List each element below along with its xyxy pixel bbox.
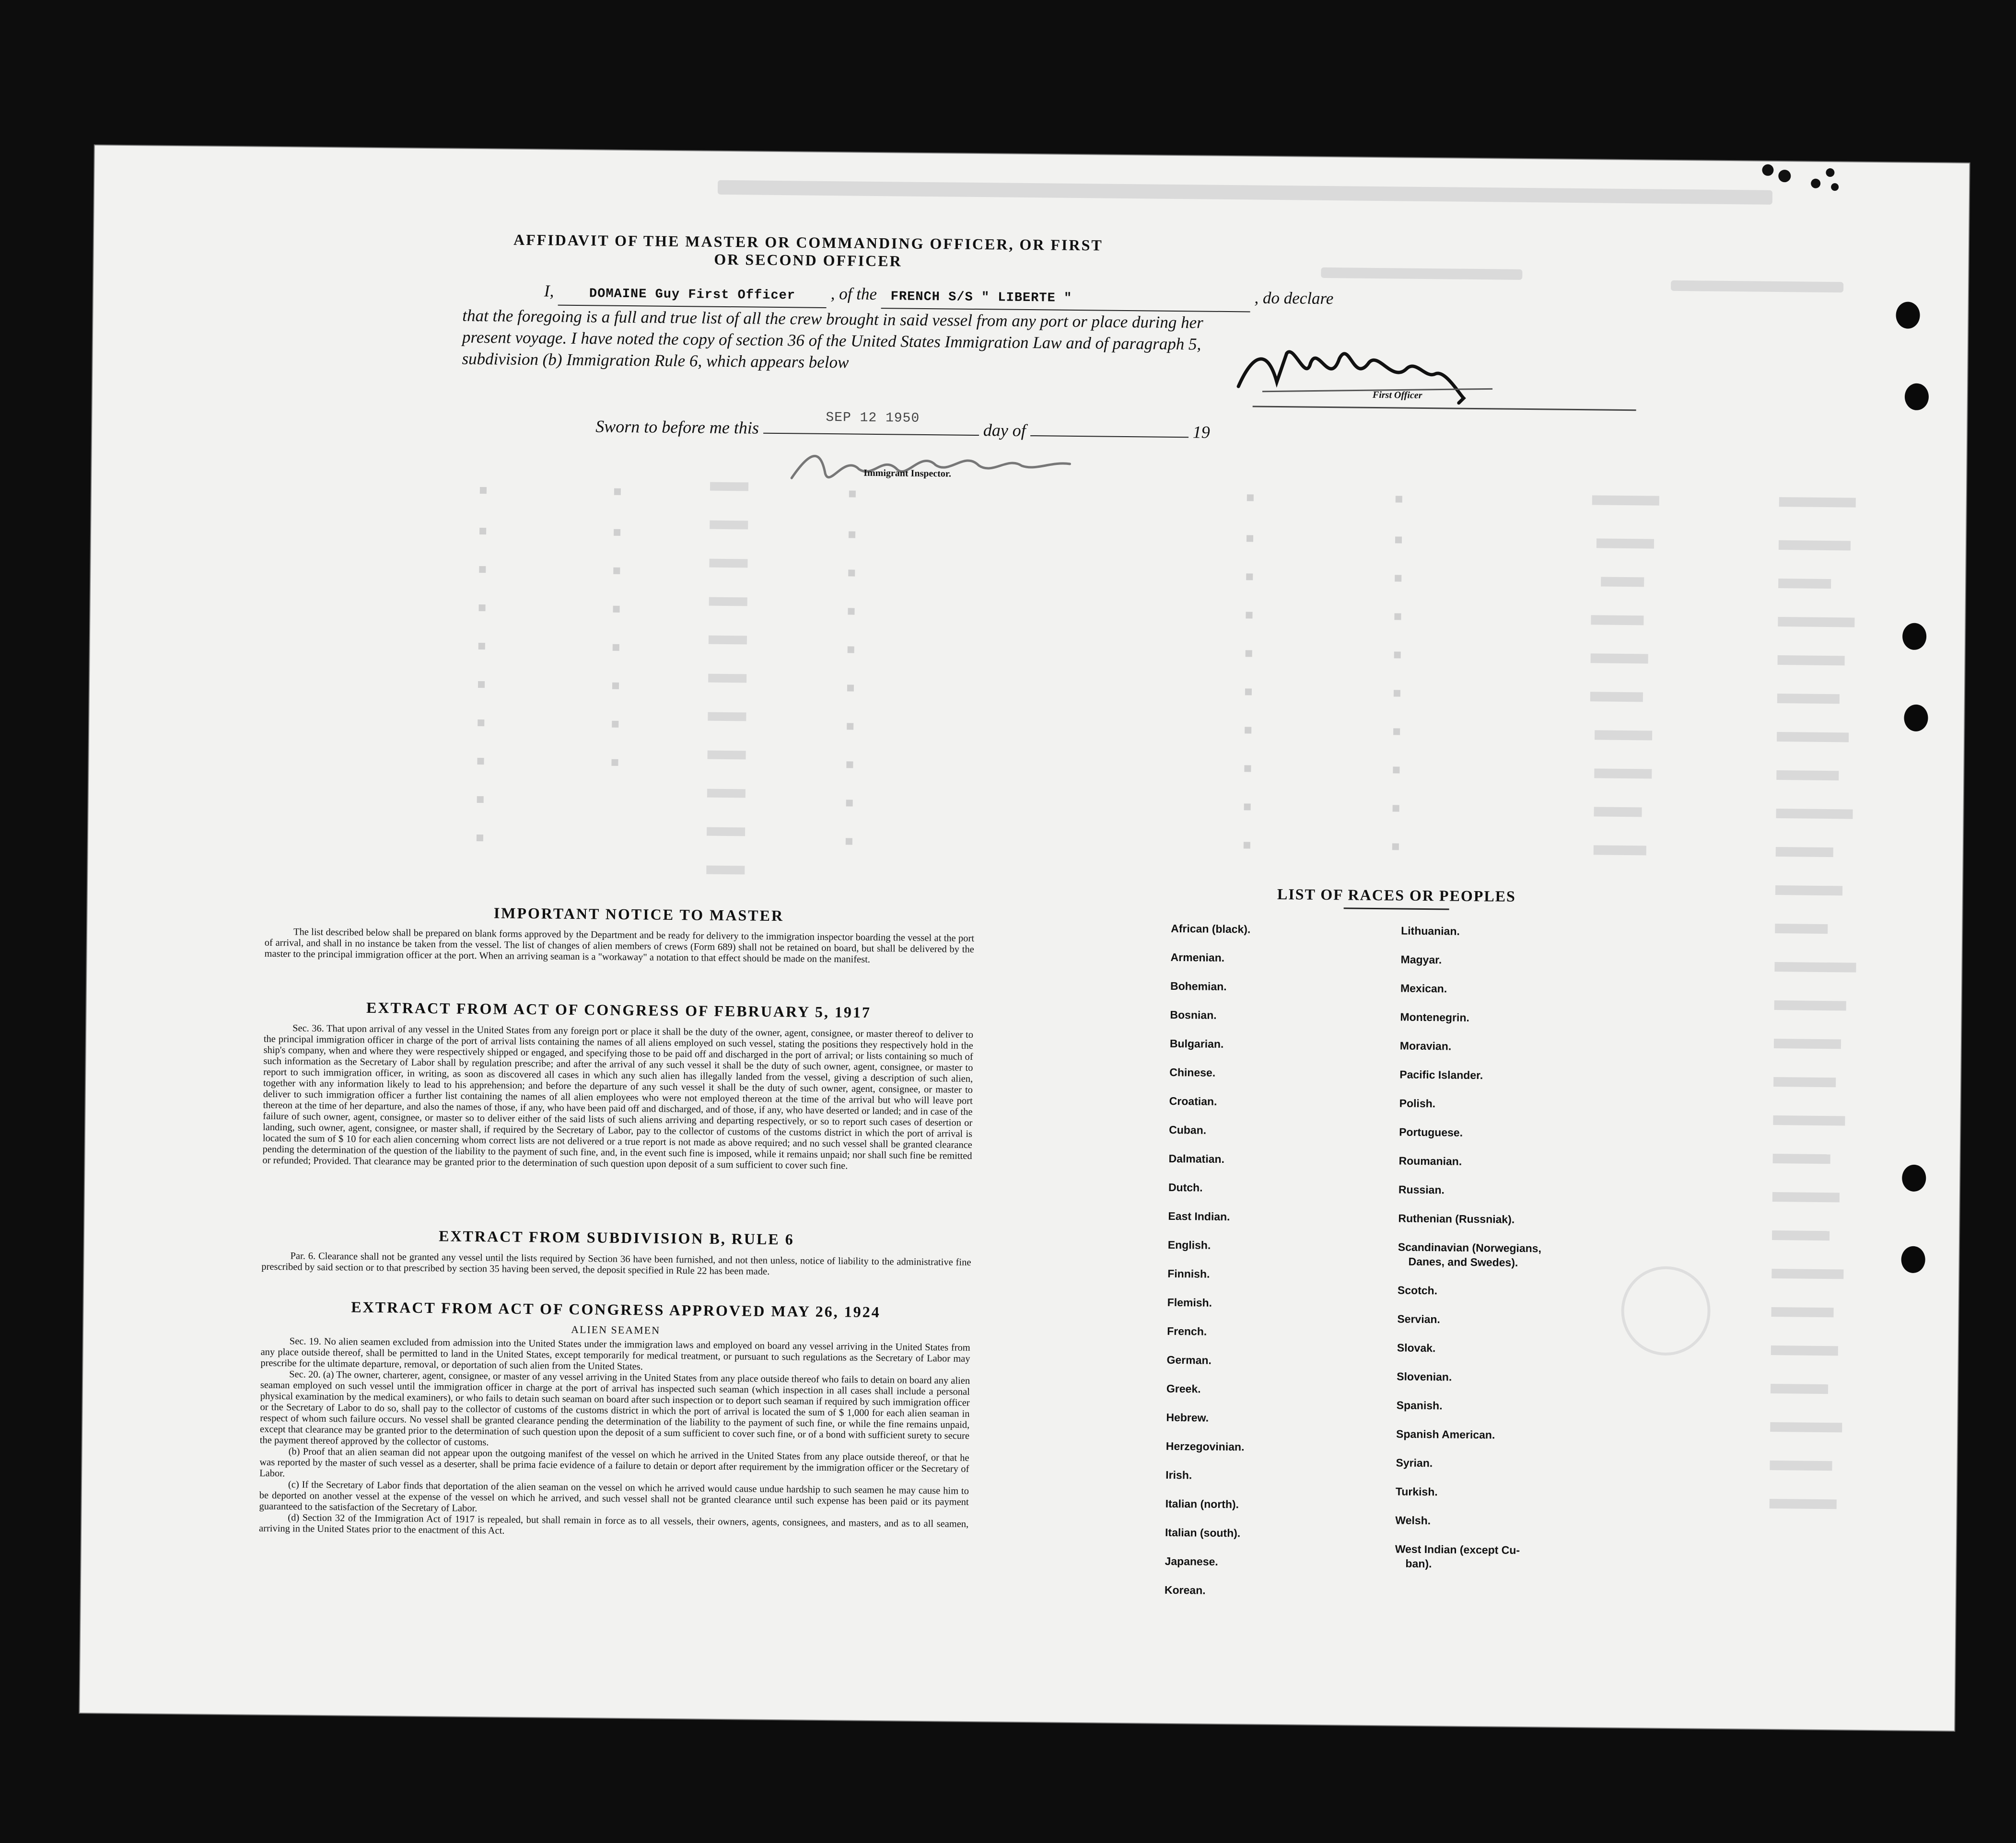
sec-19-text: Sec. 19. No alien seamen excluded from admission into the United States under the immigration laws and employed on board any vessel arriving in the United States from any place outside thereof, shall be permitted to land in the United States, except temporarily for medical treatment, or pursuant to such regulations as the Secretary of Labor may prescribe for the ultimate departure, removal, or deportation of such alien from the United States.	[260, 1336, 970, 1372]
extract-1917-body	[262, 1023, 973, 1173]
punch-hole	[1901, 1246, 1925, 1273]
race-item: Herzegovinian.	[1165, 1439, 1245, 1453]
punch-hole	[1896, 301, 1920, 328]
sworn-date-stamp: SEP 12 1950	[826, 410, 920, 426]
day-of-label: day of	[983, 420, 1026, 440]
officer-signature-graphic	[1234, 334, 1503, 408]
extract-1924-title: EXTRACT FROM ACT OF CONGRESS APPROVED MAY 26, 1924	[351, 1298, 881, 1321]
race-item: German.	[1166, 1353, 1212, 1367]
race-item: Greek.	[1166, 1382, 1201, 1395]
declaration-line-3: present voyage. I have noted the copy of section 36 of the United States Immigration Law and of paragraph 5,	[462, 327, 1201, 354]
of-the-label: , of the	[830, 284, 877, 303]
race-item: Dutch.	[1168, 1181, 1203, 1194]
sec-20b-text: (b) Proof that an alien seaman did not appear upon the outgoing manifest of the vessel on which he arrived in the United States from any place outside thereof, or that he was reported by the master of such vessel as a deserter, shall be prima facie evidence of a failure to detain or deport after requirement by the immigration officer or the Secretary of Labor.	[259, 1446, 969, 1479]
race-item: Mexican.	[1400, 982, 1447, 995]
race-item: Polish.	[1399, 1097, 1436, 1110]
par-6-text: Par. 6. Clearance shall not be granted any vessel until the lists required by Section 36 have been furnished, and not then unless, notice of liability to the administrative fine prescribed by said section or to that prescribed by section 35 having been served, the deposit specified in Rule 22 has been made.	[261, 1251, 971, 1277]
do-declare-label: , do declare	[1254, 288, 1334, 308]
month-blank	[1030, 435, 1189, 438]
race-item: Ruthenian (Russniak).	[1398, 1212, 1515, 1226]
notice-text: The list described below shall be prepared on blank forms approved by the Department and be ready for delivery to the immigration inspector boarding the vessel at the port of arrival, and shall in no instance be taken from the vessel. The list of changes of alien members of crews (Form 689) shall not be retained on board, but shall be delivered by the master to the principal immigration officer at the port. When an arriving seaman is a "workaway" a notation to that effect should be made on the manifest.	[264, 927, 975, 965]
race-item: Italian (south).	[1165, 1526, 1241, 1540]
race-item: Dalmatian.	[1168, 1152, 1225, 1166]
race-item: Spanish.	[1396, 1399, 1443, 1412]
race-item: Chinese.	[1169, 1066, 1216, 1079]
race-item: Magyar.	[1400, 953, 1442, 966]
rule-6-body	[261, 1251, 971, 1279]
notice-title: IMPORTANT NOTICE TO MASTER	[493, 904, 784, 925]
race-item: Montenegrin.	[1400, 1010, 1469, 1024]
race-item: Roumanian.	[1398, 1154, 1462, 1168]
punch-hole	[1902, 623, 1927, 650]
sec-20d-text: (d) Section 32 of the Immigration Act of 1917 is repealed, but shall remain in force as to all vessels, their owners, agents, consignees, and masters, and as to all seamen, arriving in the United States prior to the enactment of this Act.	[258, 1512, 969, 1536]
race-item: Japanese.	[1165, 1554, 1218, 1568]
race-item: Slovak.	[1397, 1341, 1436, 1355]
race-item: Cuban.	[1169, 1123, 1207, 1136]
punch-hole	[1904, 705, 1928, 731]
race-item: Hebrew.	[1166, 1411, 1209, 1424]
race-item: Servian.	[1397, 1312, 1441, 1326]
race-item: Moravian.	[1399, 1039, 1452, 1053]
affidavit-title: AFFIDAVIT OF THE MASTER OR COMMANDING OFFICER, OR FIRST OR SECOND OFFICER	[513, 231, 1103, 270]
race-item: Danes, and Swedes).	[1408, 1255, 1518, 1269]
race-item: Scandinavian (Norwegians,	[1398, 1240, 1542, 1255]
race-item: Scotch.	[1397, 1284, 1438, 1297]
race-item: East Indian.	[1168, 1209, 1230, 1223]
sec-20c-text: (c) If the Secretary of Labor finds that deportation of the alien seaman on the vessel on which he arrived would cause undue hardship to such seamen he may cause him to be deported on another vessel at the expense of the vessel on which he arrived, and such vessel shall not be granted clearance until such expense has been paid or its payment guaranteed to the satisfaction of the Secretary of Labor.	[259, 1479, 969, 1514]
vessel-field	[881, 283, 1250, 312]
race-item: Slovenian.	[1397, 1370, 1452, 1383]
year-prefix: 19	[1192, 422, 1210, 442]
punch-hole	[1902, 1165, 1926, 1192]
race-item: Bosnian.	[1170, 1008, 1217, 1021]
race-item: Croatian.	[1169, 1094, 1217, 1108]
races-title: LIST OF RACES OR PEOPLES	[1277, 885, 1516, 905]
notice-body	[264, 927, 974, 966]
race-item: Korean.	[1164, 1583, 1206, 1597]
race-item: Welsh.	[1395, 1514, 1431, 1527]
race-item: Portuguese.	[1399, 1125, 1463, 1139]
race-item: Syrian.	[1396, 1456, 1433, 1470]
inspector-signature	[782, 440, 1080, 495]
alien-seamen-subtitle: ALIEN SEAMEN	[571, 1323, 661, 1336]
vessel-name: FRENCH S/S " LIBERTE "	[890, 290, 1072, 306]
document-page	[80, 145, 1969, 1730]
sworn-blank	[763, 433, 979, 436]
punch-hole	[1905, 383, 1929, 410]
sec-36-text: Sec. 36. That upon arrival of any vessel in the United States from any foreign port or place it shall be the duty of the owner, agent, consignee, or master thereof to deliver to the principal immigration officer in charge of the port of arrival lists containing the names of all aliens employed on such vessel, stating the positions they respectively hold in the ship's company, when and where they were respectively shipped or engaged, and specifying those to be paid off and discharged in the port of arrival; or lists containing so much of such information as the Secretary of Labor shall by regulation prescribe; and after the arrival of any such vessel it shall be the duty of such owner, agent, consignee, or master to report to such immigration officer, in writing, as soon as discovered all cases in which any such alien has illegally landed from the vessel, giving a description of such alien, together with any information likely to lead to his apprehension; and before the departure of any such vessel it shall be the duty of such owner, agent, consignee, or master to deliver to such immigration officer a further list containing the names of all alien employees who were not employed thereon at the time of the arrival but who will leave port thereon at the time of her departure, and also the names of those, if any, who have been paid off and discharged, and of those, if any, who have deserted or landed; and in case of the failure of such owner, agent, consignee, or master so to deliver either of the said lists of such aliens arriving and departing respectively, or so to report such cases of desertion or landing, such owner, agent, consignee, or master shall, if required by the Secretary of Labor, pay to the collector of customs of the customs district in which the port of arrival is located the sum of $ 10 for each alien concerning whom correct lists are not delivered or a true report is not made as above required; and no such vessel shall be granted clearance pending the determination of the question of the liability to the payment of such fine, and, in the event such fine is imposed, while it remains unpaid; nor shall such fine be remitted or refunded; Provided. That clearance may be granted prior to the determination of such question upon deposit of a sum sufficient to cover such fine.	[262, 1023, 974, 1171]
rule-6-title: EXTRACT FROM SUBDIVISION B, RULE 6	[439, 1227, 794, 1248]
race-item: Pacific Islander.	[1399, 1068, 1483, 1082]
sec-20a-text: Sec. 20. (a) The owner, charterer, agent, consignee, or master of any vessel arriving in the United States from any place outside thereof who fails to detain on board any alien seaman employed on such vessel until the immigration officer in charge at the port of arrival has inspected such seaman (which inspection in all cases shall include a personal physical examination by the medical examiners), or who fails to detain such seaman on board after such inspection or to deport such seaman if required by such immigration officer or the Secretary of Labor to do so, shall pay to the collector of customs of the customs district in which the port of arrival is located the sum of $ 1,000 for each alien seaman in respect of whom such failure occurs. No vessel shall be granted clearance pending the determination of the liability to the payment of such fine, or while the fine remains unpaid, except that clearance may be granted prior to the determination of such question upon the deposit of a sum sufficient to cover such fine, or of a bond with sufficient surety to secure the payment thereof approved by the collector of customs.	[259, 1369, 970, 1448]
race-item: Spanish American.	[1396, 1427, 1495, 1441]
officer-signature	[1234, 334, 1503, 408]
inspector-caption: Immigrant Inspector.	[863, 467, 951, 479]
race-item: Bulgarian.	[1169, 1037, 1224, 1050]
race-item: Turkish.	[1395, 1485, 1438, 1498]
extract-1924-body	[259, 1336, 970, 1541]
race-item: Italian (north).	[1165, 1497, 1239, 1511]
race-item: West Indian (except Cu-	[1395, 1542, 1520, 1556]
race-item: Russian.	[1398, 1183, 1445, 1196]
races-title-rule	[1344, 907, 1449, 910]
officer-name-field	[558, 280, 827, 308]
race-item: Finnish.	[1167, 1267, 1210, 1280]
race-item: Lithuanian.	[1401, 924, 1460, 938]
affidavit-declaration	[462, 279, 1364, 378]
race-item: French.	[1167, 1324, 1207, 1338]
race-item: Flemish.	[1167, 1296, 1212, 1309]
race-item: African (black).	[1171, 922, 1251, 936]
binding-marks-graphic	[1758, 162, 1902, 201]
i-label: I,	[544, 281, 554, 301]
officer-caption: First Officer	[1372, 389, 1422, 401]
sworn-label: Sworn to before me this	[595, 417, 759, 438]
race-item: English.	[1167, 1238, 1211, 1252]
officer-name: DOMAINE Guy First Officer	[589, 287, 796, 303]
declaration-line-2: that the foregoing is a full and true list of all the crew brought in said vessel from any port or place during her	[462, 306, 1203, 332]
declaration-line-4: subdivision (b) Immigration Rule 6, which appears below	[462, 349, 849, 372]
extract-1917-title: EXTRACT FROM ACT OF CONGRESS OF FEBRUARY 5, 1917	[366, 998, 872, 1021]
race-item: Irish.	[1165, 1468, 1192, 1482]
race-item: Bohemian.	[1170, 979, 1227, 993]
race-item: Armenian.	[1170, 950, 1225, 964]
inspector-signature-graphic	[782, 440, 1080, 495]
binding-marks	[1758, 162, 1902, 201]
race-item: ban).	[1405, 1557, 1432, 1570]
